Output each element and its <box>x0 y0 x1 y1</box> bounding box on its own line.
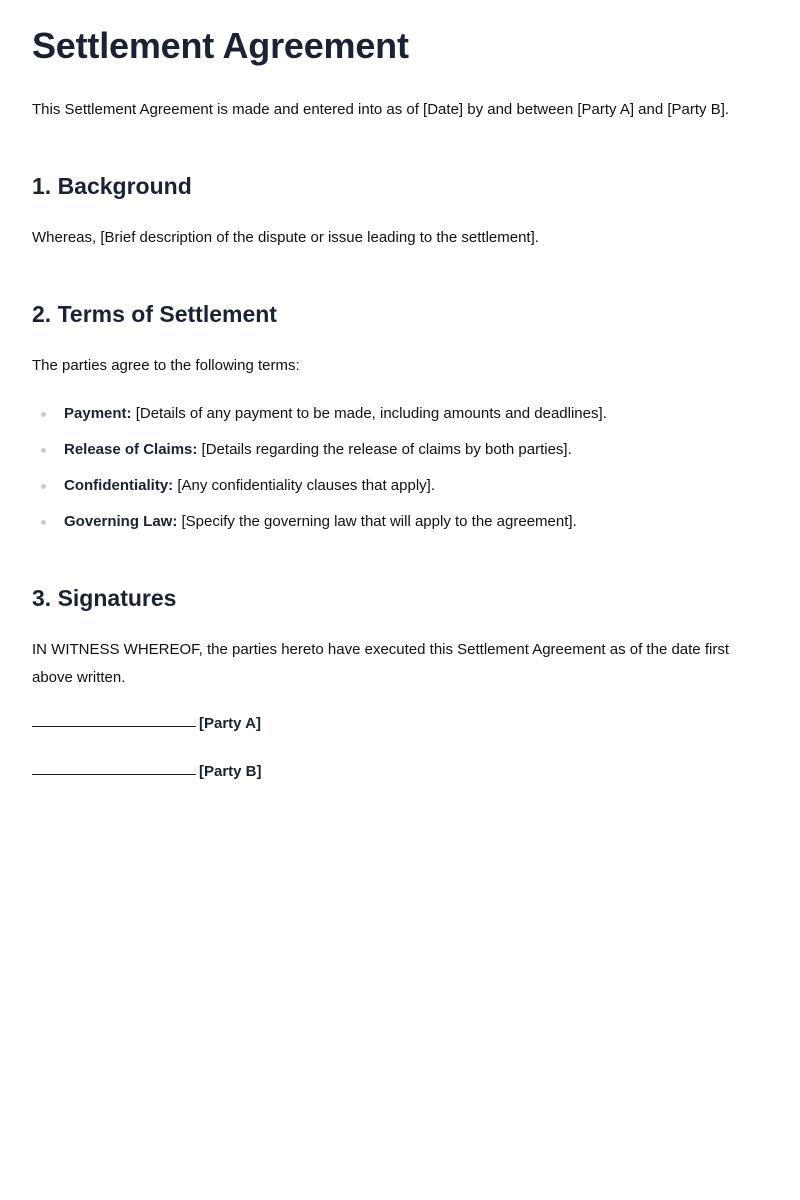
term-text: [Any confidentiality clauses that apply]. <box>173 477 435 494</box>
section-heading-background: 1. Background <box>32 173 192 199</box>
list-item <box>32 472 768 500</box>
list-item <box>32 436 768 464</box>
terms-list <box>32 400 768 536</box>
bullet-icon <box>41 448 46 453</box>
term-label: Governing Law: <box>64 513 178 530</box>
term-text: [Details of any payment to be made, including amounts and deadlines]. <box>131 405 607 422</box>
bullet-icon <box>41 484 46 489</box>
term-text: [Specify the governing law that will apply to the agreement]. <box>177 513 577 530</box>
signature-line-party-b <box>32 758 768 786</box>
bullet-icon <box>41 412 46 417</box>
background-paragraph: Whereas, [Brief description of the dispute or issue leading to the settlement]. <box>32 229 539 246</box>
section-heading-terms: 2. Terms of Settlement <box>32 301 277 327</box>
witness-paragraph: IN WITNESS WHEREOF, the parties hereto have executed this Settlement Agreement as of the date first above written. <box>32 641 729 686</box>
intro-paragraph: This Settlement Agreement is made and entered into as of [Date] by and between [Party A] and [Party B]. <box>32 101 730 118</box>
page-title: Settlement Agreement <box>32 25 409 66</box>
term-label: Release of Claims: <box>64 441 198 458</box>
term-label: Payment: <box>64 405 132 422</box>
list-item <box>32 508 768 536</box>
list-item <box>32 400 768 428</box>
term-text: [Details regarding the release of claims by both parties]. <box>197 441 572 458</box>
terms-intro-paragraph: The parties agree to the following terms: <box>32 357 300 374</box>
signature-party-label: [Party B] <box>199 763 262 780</box>
signature-rule <box>32 773 196 775</box>
signature-rule <box>32 725 196 727</box>
signature-party-label: [Party A] <box>199 715 261 732</box>
bullet-icon <box>41 520 46 525</box>
signature-line-party-a <box>32 710 768 738</box>
section-heading-signatures: 3. Signatures <box>32 585 177 611</box>
term-label: Confidentiality: <box>64 477 174 494</box>
